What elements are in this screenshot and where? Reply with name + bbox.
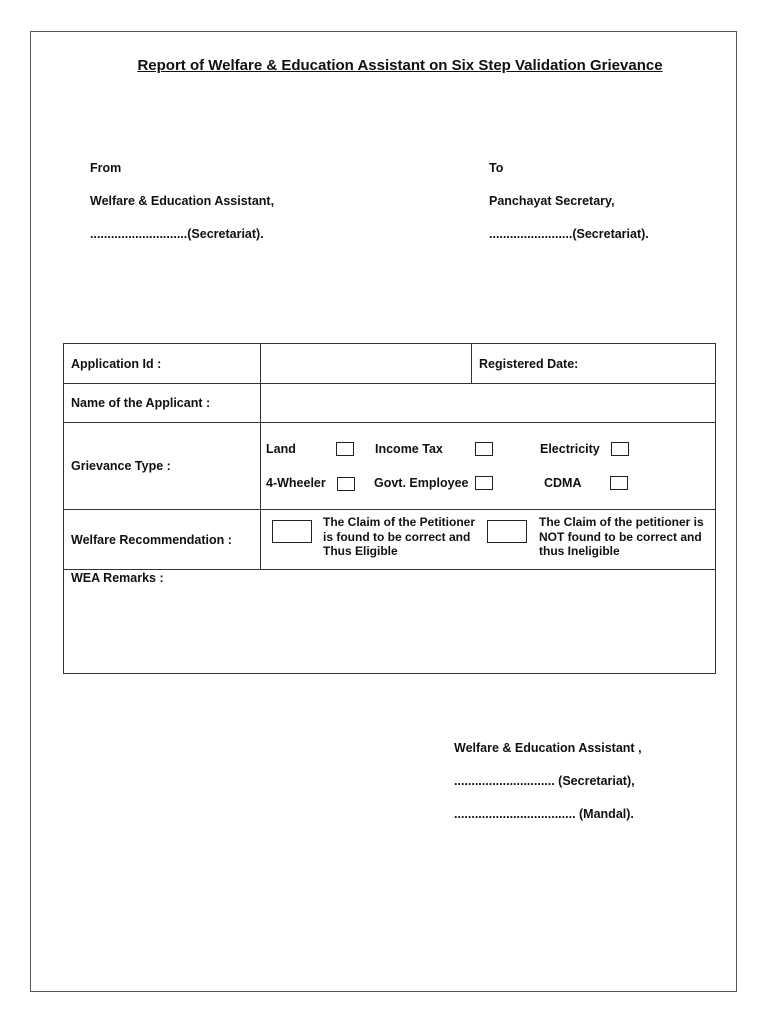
ineligible-checkbox[interactable] <box>487 520 527 543</box>
from-block <box>90 160 274 242</box>
from-label: From <box>90 161 122 175</box>
land-checkbox[interactable] <box>336 442 354 456</box>
signature-secretariat: ............................. (Secretariat), <box>454 774 635 788</box>
cdma-checkbox[interactable] <box>610 476 628 490</box>
remarks-label: WEA Remarks : <box>71 570 164 585</box>
signature-mandal: ................................... (Mandal). <box>454 807 634 821</box>
option-land-label: Land <box>266 442 296 457</box>
registered-date-label: Registered Date: <box>479 356 579 371</box>
to-office: ........................(Secretariat). <box>489 227 649 241</box>
eligible-text <box>323 515 475 559</box>
from-designation: Welfare & Education Assistant, <box>90 194 275 208</box>
income-tax-checkbox[interactable] <box>475 442 493 456</box>
grievance-type-label: Grievance Type : <box>64 423 261 510</box>
4-wheeler-checkbox[interactable] <box>337 477 355 491</box>
eligible-checkbox[interactable] <box>272 520 312 543</box>
eligible-line-2: is found to be correct and <box>323 529 471 544</box>
applicant-name-value[interactable] <box>261 384 716 423</box>
recommendation-options-cell <box>261 510 716 569</box>
to-block <box>489 160 649 242</box>
application-id-value[interactable] <box>261 344 472 384</box>
option-govt-employee-label: Govt. Employee <box>374 476 469 491</box>
remarks-cell[interactable] <box>64 569 716 673</box>
application-id-label: Application Id : <box>64 344 261 384</box>
recommendation-label: Welfare Recommendation : <box>64 510 261 569</box>
from-office: ............................(Secretariat). <box>90 227 264 241</box>
option-income-tax-label: Income Tax <box>375 442 443 457</box>
to-designation: Panchayat Secretary, <box>489 194 615 208</box>
ineligible-line-1: The Claim of the petitioner is <box>539 515 704 530</box>
option-cdma-label: CDMA <box>544 476 582 491</box>
grievance-form-table <box>63 343 716 674</box>
ineligible-line-3: thus Ineligible <box>539 544 620 559</box>
to-label: To <box>489 161 504 175</box>
report-title: Report of Welfare & Education Assistant on Six Step Validation Grievance <box>137 57 663 74</box>
eligible-line-1: The Claim of the Petitioner <box>323 515 476 530</box>
option-4-wheeler-label: 4-Wheeler <box>266 476 326 491</box>
signature-designation: Welfare & Education Assistant , <box>454 741 642 755</box>
eligible-line-3: Thus Eligible <box>323 544 398 559</box>
grievance-options-cell <box>261 423 716 510</box>
option-electricity-label: Electricity <box>540 442 600 457</box>
ineligible-text <box>539 515 704 559</box>
ineligible-line-2: NOT found to be correct and <box>539 529 702 544</box>
govt-employee-checkbox[interactable] <box>475 476 493 490</box>
electricity-checkbox[interactable] <box>611 442 629 456</box>
applicant-name-label: Name of the Applicant : <box>64 384 261 423</box>
registered-date-cell[interactable] <box>472 344 716 384</box>
